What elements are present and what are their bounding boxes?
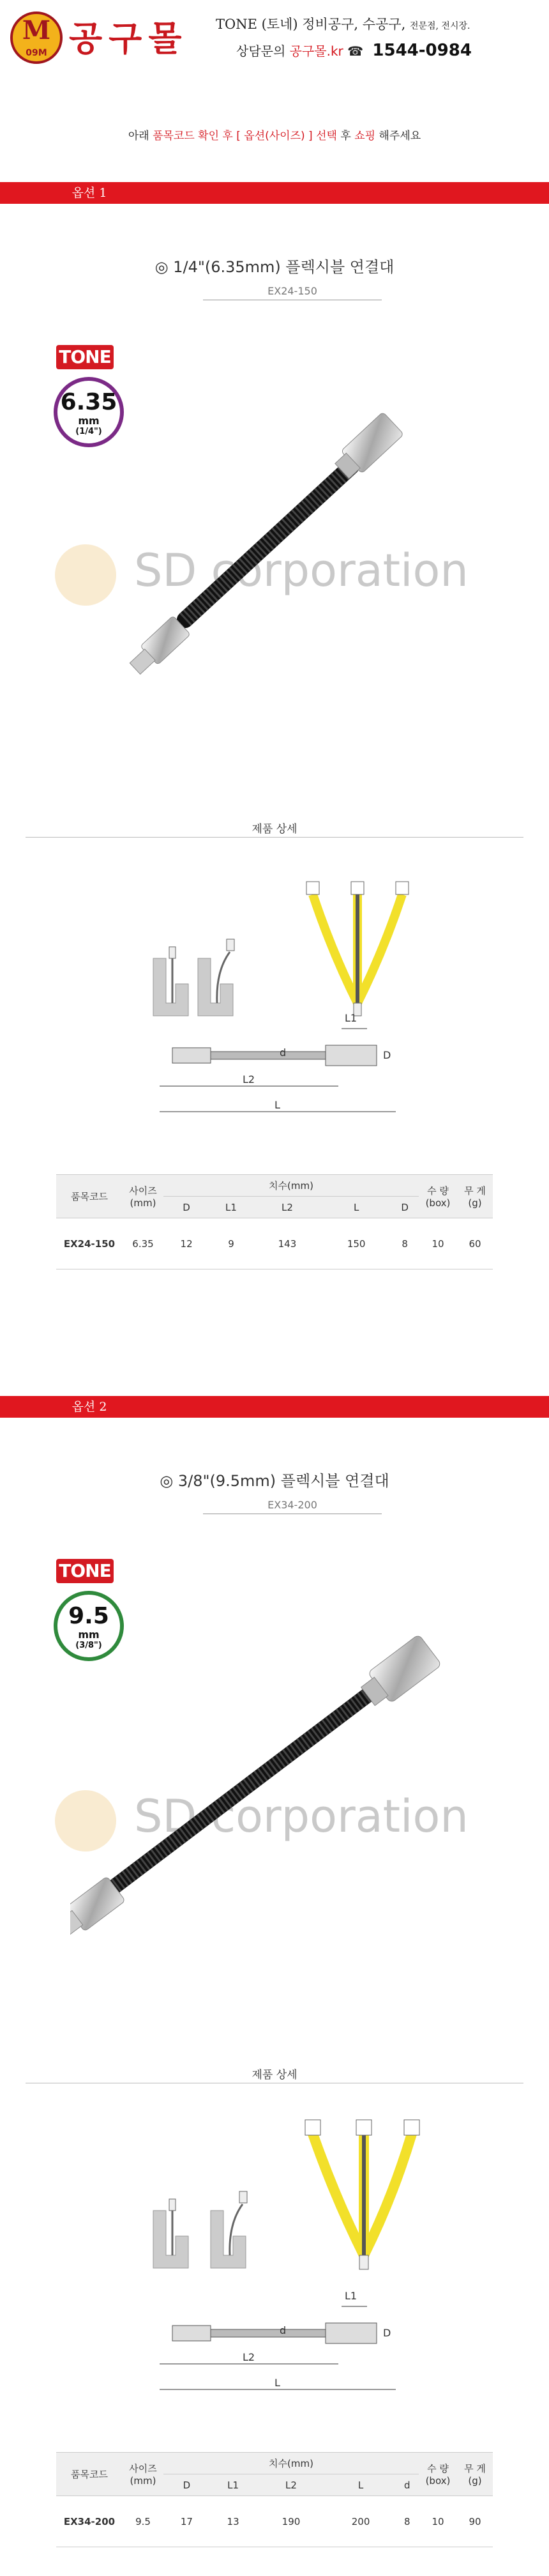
- watermark-text: SD corporation: [134, 1790, 469, 1843]
- sub-col: D: [163, 2474, 210, 2496]
- col-dims: 치수(mm): [163, 2453, 419, 2474]
- bend-range-illustration: [306, 882, 409, 1016]
- option-2-bend-diagram: [140, 2115, 421, 2274]
- cell-weight: 90: [457, 2496, 493, 2547]
- brand-text: TONE (토네) 정비공구, 수공구,: [216, 17, 406, 32]
- dim-label-d-small: d: [280, 1046, 287, 1059]
- dim-label-l: L: [274, 2377, 280, 2389]
- purchase-notice: [0, 126, 549, 142]
- cell-dim: 8: [391, 1218, 419, 1269]
- badge-unit: mm: [78, 1629, 100, 1641]
- option-1-spec-table: [56, 1174, 493, 1269]
- sub-col: D: [391, 1197, 419, 1218]
- cell-dim: 13: [210, 2496, 257, 2547]
- col-dims: 치수(mm): [163, 1175, 419, 1197]
- option-1-dimension-diagram: [147, 1009, 409, 1124]
- phone-icon: ☎: [347, 43, 364, 59]
- col-qty: 수 량 (box): [419, 1175, 457, 1218]
- mall-logo-badge[interactable]: [10, 12, 63, 64]
- dim-label-l1: L1: [345, 1012, 357, 1024]
- option-1-title: ◎ 1/4"(6.35mm) 플렉시블 연결대: [154, 258, 395, 276]
- site-header: [0, 0, 549, 77]
- dim-label-l2: L2: [243, 1073, 255, 1085]
- dim-label-d-big: D: [383, 1049, 391, 1061]
- badge-inch: (1/4"): [75, 427, 102, 436]
- cell-dim: 190: [256, 2496, 326, 2547]
- notice-highlight-1: 품목코드 확인 후 [ 옵션(사이즈) ] 선택: [153, 130, 337, 142]
- sub-col: L: [322, 1197, 391, 1218]
- dim-label-d-big: D: [383, 2327, 391, 2339]
- logo-badge-number: 09M: [26, 48, 47, 58]
- female-socket: [331, 412, 403, 482]
- dim-label-l2: L2: [243, 2351, 255, 2363]
- cell-qty: 10: [419, 2496, 457, 2547]
- option-2-dimension-diagram: [147, 2287, 409, 2402]
- option-1-bend-diagram: [140, 875, 421, 1022]
- option-2-detail-label: 제품 상세: [252, 2069, 297, 2082]
- cell-weight: 60: [457, 1218, 493, 1269]
- sub-col: L1: [209, 1197, 253, 1218]
- notice-text-pre: 아래: [128, 130, 149, 142]
- cell-dim: 9: [209, 1218, 253, 1269]
- cell-dim: 12: [163, 1218, 209, 1269]
- sub-col: L2: [256, 2474, 326, 2496]
- badge-value: 6.35: [60, 389, 117, 415]
- notice-text-post: 해주세요: [379, 130, 421, 142]
- option-1-bar: [0, 182, 549, 204]
- option-2-title: ◎ 3/8"(9.5mm) 플렉시블 연결대: [160, 1472, 389, 1490]
- option-1-product-image: [109, 409, 440, 716]
- site-link[interactable]: 공구몰.kr: [289, 43, 343, 59]
- male-drive: [126, 616, 190, 678]
- notice-text-mid: 후: [340, 130, 351, 142]
- col-weight: 무 게 (g): [457, 2453, 493, 2496]
- option-2-bar: [0, 1396, 549, 1418]
- brand-small-text: 전문점, 전시장.: [409, 21, 470, 31]
- badge-unit: mm: [78, 415, 100, 427]
- option-1-detail-label: 제품 상세: [252, 823, 297, 836]
- cell-dim: 150: [322, 1218, 391, 1269]
- cell-dim: 200: [326, 2496, 396, 2547]
- option-2-spec-table: [56, 2452, 493, 2547]
- dim-label-l: L: [274, 1099, 280, 1111]
- badge-value: 9.5: [68, 1603, 109, 1629]
- tone-logo: TONE: [56, 1559, 114, 1583]
- cell-dim: 8: [396, 2496, 419, 2547]
- table-row: [56, 1218, 493, 1269]
- cell-dim: 143: [253, 1218, 322, 1269]
- option-1-code: EX24-150: [203, 285, 382, 300]
- watermark-text: SD corporation: [134, 544, 469, 597]
- badge-inch: (3/8"): [75, 1641, 102, 1650]
- table-row: [56, 2496, 493, 2547]
- col-qty: 수 량 (box): [419, 2453, 457, 2496]
- col-code: 품목코드: [56, 2453, 123, 2496]
- option-2-product-image: [70, 1636, 453, 1955]
- detail-divider: [26, 837, 523, 838]
- notice-highlight-2: 쇼핑: [354, 130, 376, 142]
- dim-label-d-small: d: [280, 2324, 287, 2336]
- cell-code: EX24-150: [56, 1218, 123, 1269]
- cell-qty: 10: [419, 1218, 457, 1269]
- col-code: 품목코드: [56, 1175, 123, 1218]
- cell-size: 6.35: [123, 1218, 163, 1269]
- option-2-code: EX34-200: [203, 1499, 382, 1514]
- cell-dim: 17: [163, 2496, 210, 2547]
- sub-col: L1: [210, 2474, 257, 2496]
- dim-label-l1: L1: [345, 2290, 357, 2302]
- col-size: 사이즈 (mm): [123, 2453, 163, 2496]
- col-weight: 무 게 (g): [457, 1175, 493, 1218]
- option-2-label: 옵션 2: [71, 1400, 107, 1414]
- bend-range-illustration: [305, 2120, 419, 2269]
- sub-col: L: [326, 2474, 396, 2496]
- logo-badge-letter: M: [22, 15, 51, 45]
- col-size: 사이즈 (mm): [123, 1175, 163, 1218]
- tone-logo: TONE: [56, 345, 114, 369]
- mall-logo-text[interactable]: 공구몰: [69, 19, 188, 59]
- brand-line: [216, 14, 470, 33]
- sub-col: D: [163, 1197, 209, 1218]
- cell-code: EX34-200: [56, 2496, 123, 2547]
- sub-col: L2: [253, 1197, 322, 1218]
- cell-size: 9.5: [123, 2496, 163, 2547]
- contact-label: 상담문의: [236, 43, 286, 59]
- option-1-label: 옵션 1: [71, 186, 107, 200]
- contact-line: [236, 41, 472, 60]
- phone-number[interactable]: 1544-0984: [372, 41, 472, 60]
- sub-col: d: [396, 2474, 419, 2496]
- watermark-logo: [55, 544, 116, 606]
